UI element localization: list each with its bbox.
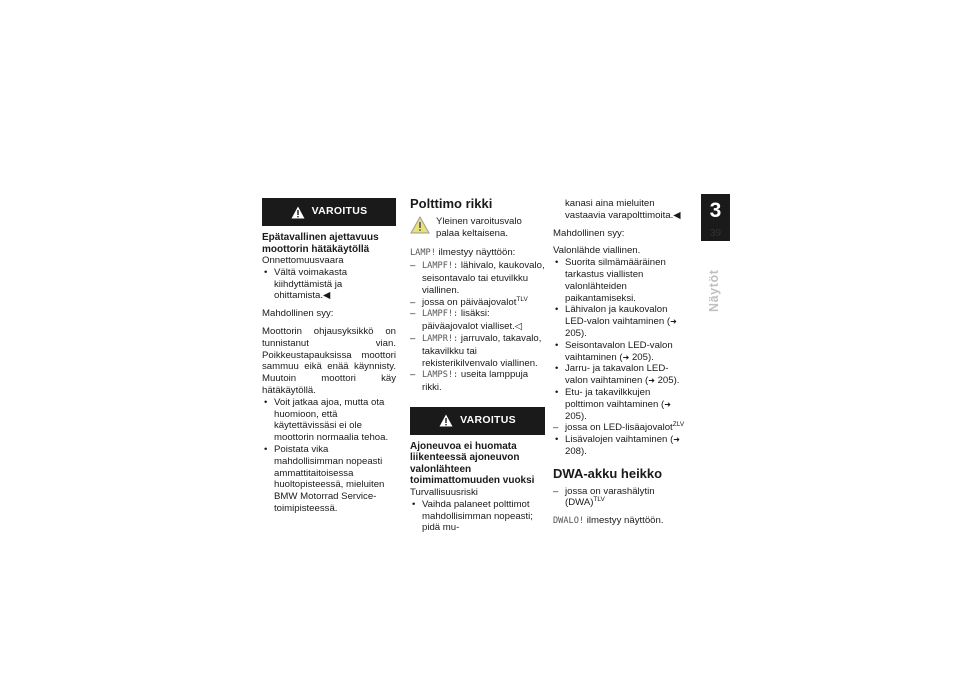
arrow-icon: ➜: [622, 352, 630, 362]
lamp-line: [410, 247, 545, 260]
warning-bar: [262, 198, 396, 226]
list-item: – LAMPF!: lähivalo, kaukovalo, seisontavalo tai etuvilkku viallinen.: [410, 260, 545, 296]
list-item: • Seisontavalon LED-valon vaihtaminen (➜ 205).: [553, 340, 687, 364]
cause-text: Valonlähde viallinen.: [553, 245, 641, 257]
info-box: [410, 216, 545, 240]
list-item: – LAMPS!: useita lamppuja rikki.: [410, 369, 545, 394]
list-item: • Lisävalojen vaihtaminen (➜ 208).: [553, 434, 687, 458]
list-item: – jossa on varashälytin (DWA)$^{TLV}$: [553, 486, 687, 510]
warning-icon: [291, 206, 305, 219]
info-text: Yleinen varoitusvalo palaa keltaisena.: [436, 215, 522, 239]
cause-label: Mahdollinen syy:: [553, 227, 625, 239]
list-item: – LAMPF!: lisäksi: päiväajovalot vialliset.◁: [410, 308, 545, 333]
display-code: LAMPF!:: [422, 309, 459, 320]
display-code: LAMPF!:: [422, 261, 459, 272]
warning-icon: [439, 414, 453, 427]
arrow-icon: ➜: [670, 317, 677, 327]
warning-label: VAROITUS: [460, 414, 516, 427]
section-title: Polttimo rikki: [410, 196, 493, 211]
section-title: DWA-akku heikko: [553, 465, 663, 481]
page-ref: 205: [565, 410, 582, 422]
continued-text: kanasi aina mieluiten vastaavia varapolttimoita.◀: [565, 198, 681, 221]
list-item: – jossa on päiväajovalot$^{TLV}$: [410, 297, 545, 309]
left-column: [262, 198, 396, 515]
page-ref: 208: [565, 445, 582, 457]
list-item: • Voit jatkaa ajoa, mutta ota huomioon, että käytettävissäsi ei ole moottorin normaalia tehoa.: [262, 397, 396, 444]
warning-bar: [410, 407, 545, 435]
arrow-icon: ➜: [673, 435, 680, 445]
list-item: • Suorita silmämääräinen tarkastus viallisten valonlähteiden paikantamiseksi.: [553, 257, 687, 304]
list-item: – LAMPR!: jarruvalo, takavalo, takavilkku tai rekisterikilvenvalo viallinen.: [410, 333, 545, 369]
risk-text: Turvallisuusriski: [410, 486, 478, 498]
warning-heading: Epätavallinen ajettavuus moottorin hätäkäytöllä: [262, 232, 379, 255]
page-ref: 205: [631, 351, 648, 363]
display-code: LAMP!: [410, 248, 436, 259]
middle-column: [410, 198, 545, 534]
warning-heading: Ajoneuvoa ei huomata liikenteessä ajoneuvon valonlähteen toimimattomuuden vuoksi: [410, 440, 535, 487]
lamp-text: ilmestyy näyttöön:: [438, 247, 516, 259]
page-number: 39: [709, 228, 722, 239]
cause-label: Mahdollinen syy:: [262, 308, 334, 320]
dwa-line: DWALO! ilmestyy näyttöön.: [553, 515, 664, 527]
warning-label: VAROITUS: [311, 205, 368, 218]
list-item: • Etu- ja takavilkkujen polttimon vaihtaminen (➜ 205).: [553, 387, 687, 422]
list-item: • Lähivalon ja kaukovalon LED-valon vaihtaminen (➜ 205).: [553, 304, 687, 339]
side-label: Näytöt: [707, 269, 721, 312]
page-ref: 205: [657, 375, 674, 387]
list-item: • Jarru- ja takavalon LED-valon vaihtaminen (➜ 205).: [553, 363, 687, 387]
list-item: – jossa on LED-lisäajovalot$^{ZLV}$: [553, 422, 687, 434]
arrow-icon: ➜: [648, 376, 655, 386]
list-item: • Vaihda palaneet polttimot mahdollisimman nopeasti; pidä mu-: [410, 499, 545, 534]
arrow-icon: ➜: [664, 399, 671, 409]
list-item: • Vältä voimakasta kiihdyttämistä ja ohittamista.◀: [262, 267, 396, 302]
page-ref: 205: [565, 327, 582, 339]
list-item: • Poistata vika mahdollisimman nopeasti ammattitaitoisessa huoltopisteessä, mieluiten BMW Motorrad Service-toimipisteessä.: [262, 444, 396, 515]
cause-text: Moottorin ohjausyksikkö on tunnistanut vian. Poikkeustapauksissa moottori sammuu eikä enää käynnisty. Muutoin moottori käy hätäkäytöllä.: [262, 325, 396, 396]
right-column: [553, 198, 687, 528]
display-code: LAMPS!:: [422, 370, 459, 381]
chapter-number: 3: [709, 199, 722, 222]
risk-text: Onnettomuusvaara: [262, 255, 344, 266]
display-code: DWALO!: [553, 516, 585, 527]
caution-triangle-icon: [410, 216, 430, 234]
display-code: LAMPR!:: [422, 333, 459, 344]
